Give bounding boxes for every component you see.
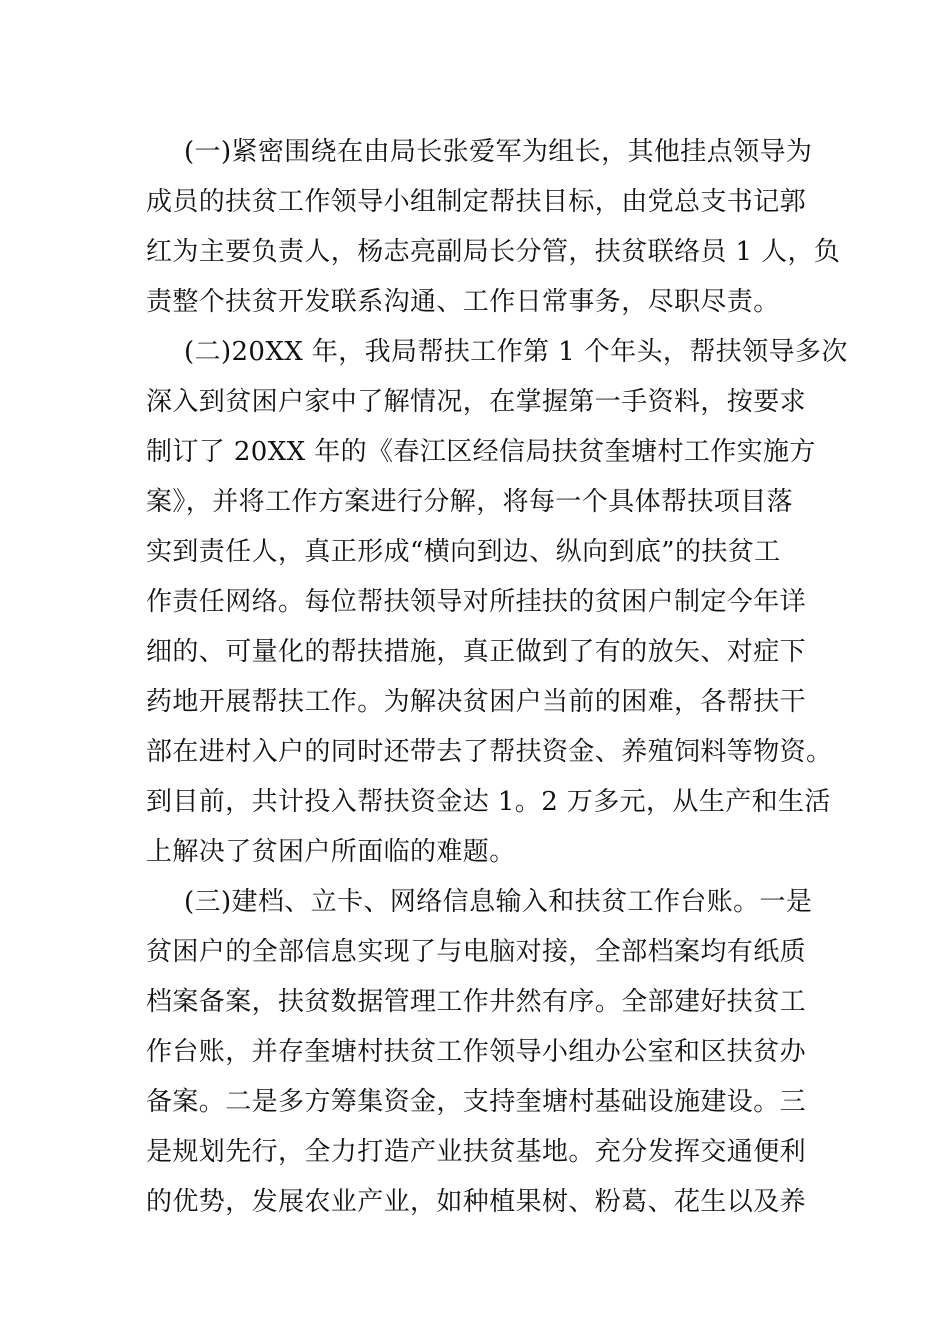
- paragraph-2-line-9: 部在进村入户的同时还带去了帮扶资金、养殖饲料等物资。: [146, 737, 833, 767]
- paragraph-3-line-4: 作台账，并存奎塘村扶贫工作领导小组办公室和区扶贫办: [146, 1037, 807, 1067]
- paragraph-1-line-2: 成员的扶贫工作领导小组制定帮扶目标，由党总支书记郭: [146, 187, 807, 217]
- paragraph-3-line-3: 档案备案，扶贫数据管理工作井然有序。全部建好扶贫工: [146, 987, 807, 1017]
- paragraph-3-line-1: (三)建档、立卡、网络信息输入和扶贫工作台账。一是: [184, 887, 813, 917]
- paragraph-3-line-6: 是规划先行，全力打造产业扶贫基地。充分发挥交通便利: [146, 1137, 807, 1167]
- paragraph-2-line-5: 实到责任人，真正形成“横向到边、纵向到底”的扶贫工: [146, 537, 781, 567]
- paragraph-1-line-1: (一)紧密围绕在由局长张爱军为组长，其他挂点领导为: [184, 137, 813, 167]
- paragraph-1-line-4: 责整个扶贫开发联系沟通、工作日常事务，尽职尽责。: [146, 287, 780, 317]
- paragraph-2-line-8: 药地开展帮扶工作。为解决贫困户当前的困难，各帮扶干: [146, 687, 807, 717]
- paragraph-2-line-7: 细的、可量化的帮扶措施，真正做到了有的放矢、对症下: [146, 637, 807, 667]
- paragraph-2-line-1: (二)20XX 年，我局帮扶工作第 1 个年头，帮扶领导多次: [184, 337, 848, 367]
- paragraph-1-line-3: 红为主要负责人，杨志亮副局长分管，扶贫联络员 1 人，负: [146, 237, 841, 267]
- paragraph-2-line-2: 深入到贫困户家中了解情况，在掌握第一手资料，按要求: [146, 387, 807, 417]
- paragraph-2-line-6: 作责任网络。每位帮扶领导对所挂扶的贫困户制定今年详: [146, 587, 807, 617]
- paragraph-3-line-2: 贫困户的全部信息实现了与电脑对接，全部档案均有纸质: [146, 937, 807, 967]
- paragraph-2-line-11: 上解决了贫困户所面临的难题。: [146, 837, 516, 867]
- paragraph-2-line-3: 制订了 20XX 年的《春江区经信局扶贫奎塘村工作实施方: [146, 437, 816, 467]
- paragraph-3-line-5: 备案。二是多方筹集资金，支持奎塘村基础设施建设。三: [146, 1087, 807, 1117]
- paragraph-2-line-10: 到目前，共计投入帮扶资金达 1。2 万多元，从生产和生活: [146, 787, 831, 817]
- paragraph-3-line-7: 的优势，发展农业产业，如种植果树、粉葛、花生以及养: [146, 1187, 807, 1217]
- paragraph-2-line-4: 案》，并将工作方案进行分解，将每一个具体帮扶项目落: [146, 487, 794, 517]
